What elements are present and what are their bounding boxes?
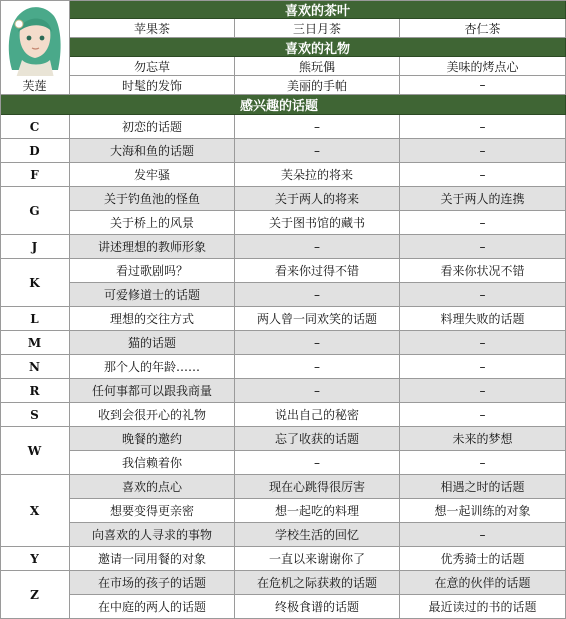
- topic-letter: D: [0, 139, 70, 163]
- gift-item: 美味的烤点心: [400, 57, 566, 76]
- gift-item: 时髦的发饰: [70, 76, 235, 95]
- topic-cell: –: [400, 115, 566, 139]
- topic-letter: R: [0, 379, 70, 403]
- topic-letter: G: [0, 187, 70, 235]
- topic-cell: –: [400, 139, 566, 163]
- topic-cell: –: [235, 379, 400, 403]
- topic-cell: 讲述理想的教师形象: [70, 235, 235, 259]
- topic-cell: –: [235, 235, 400, 259]
- topic-cell: 想一起吃的料理: [235, 499, 400, 523]
- topic-cell: –: [400, 355, 566, 379]
- topic-cell: 我信赖着你: [70, 451, 235, 475]
- topic-cell: 看来你过得不错: [235, 259, 400, 283]
- topic-cell: 可爱修道士的话题: [70, 283, 235, 307]
- topic-cell: 一直以来谢谢你了: [235, 547, 400, 571]
- topic-cell: 学校生活的回忆: [235, 523, 400, 547]
- topic-cell: 终极食谱的话题: [235, 595, 400, 619]
- gifts-section-title: 喜欢的礼物: [70, 38, 566, 57]
- topic-letter: W: [0, 427, 70, 475]
- topic-cell: –: [400, 235, 566, 259]
- topic-letter: C: [0, 115, 70, 139]
- tea-section-title: 喜欢的茶叶: [70, 0, 566, 19]
- topic-cell: 关于两人的将来: [235, 187, 400, 211]
- topic-cell: 收到会很开心的礼物: [70, 403, 235, 427]
- topic-cell: 两人曾一同欢笑的话题: [235, 307, 400, 331]
- topic-cell: 关于两人的连携: [400, 187, 566, 211]
- gift-item: 勿忘草: [70, 57, 235, 76]
- topic-letter: F: [0, 163, 70, 187]
- topic-letter: S: [0, 403, 70, 427]
- topic-cell: –: [235, 355, 400, 379]
- topic-cell: 料理失败的话题: [400, 307, 566, 331]
- topic-cell: 最近读过的书的话题: [400, 595, 566, 619]
- topics-section-title: 感兴趣的话题: [0, 95, 566, 115]
- topic-cell: –: [235, 139, 400, 163]
- topic-letter: M: [0, 331, 70, 355]
- tea-item: 苹果茶: [70, 19, 235, 38]
- topic-cell: 向喜欢的人寻求的事物: [70, 523, 235, 547]
- topic-cell: –: [400, 379, 566, 403]
- topic-cell: 想要变得更亲密: [70, 499, 235, 523]
- topic-letter: Y: [0, 547, 70, 571]
- topic-cell: 那个人的年龄……: [70, 355, 235, 379]
- topic-cell: 理想的交往方式: [70, 307, 235, 331]
- topic-cell: 在危机之际获救的话题: [235, 571, 400, 595]
- gift-item: 熊玩偶: [235, 57, 400, 76]
- topic-cell: 关于钓鱼池的怪鱼: [70, 187, 235, 211]
- topic-cell: 任何事都可以跟我商量: [70, 379, 235, 403]
- topic-cell: –: [235, 115, 400, 139]
- topic-cell: 关于桥上的风景: [70, 211, 235, 235]
- topic-cell: 喜欢的点心: [70, 475, 235, 499]
- topic-letter: X: [0, 475, 70, 547]
- topic-letter: Z: [0, 571, 70, 619]
- topic-cell: –: [235, 283, 400, 307]
- topic-cell: 看过歌剧吗？: [70, 259, 235, 283]
- topic-cell: –: [400, 523, 566, 547]
- gift-item: 美丽的手帕: [235, 76, 400, 95]
- topic-cell: 大海和鱼的话题: [70, 139, 235, 163]
- topic-cell: 发牢骚: [70, 163, 235, 187]
- topic-cell: –: [400, 331, 566, 355]
- topic-cell: –: [400, 451, 566, 475]
- topic-cell: 芙朵拉的将来: [235, 163, 400, 187]
- topic-cell: 在市场的孩子的话题: [70, 571, 235, 595]
- topic-cell: 关于图书馆的藏书: [235, 211, 400, 235]
- topic-cell: 未来的梦想: [400, 427, 566, 451]
- topic-cell: –: [235, 331, 400, 355]
- topic-cell: 想一起训练的对象: [400, 499, 566, 523]
- topic-cell: –: [235, 451, 400, 475]
- topic-cell: 晚餐的邀约: [70, 427, 235, 451]
- character-name: 芙莲: [0, 76, 70, 95]
- topic-cell: 现在心跳得很厉害: [235, 475, 400, 499]
- topic-cell: 在意的伙伴的话题: [400, 571, 566, 595]
- topic-cell: –: [400, 211, 566, 235]
- topic-cell: 忘了收获的话题: [235, 427, 400, 451]
- topic-letter: N: [0, 355, 70, 379]
- topic-cell: 猫的话题: [70, 331, 235, 355]
- topic-cell: 邀请一同用餐的对象: [70, 547, 235, 571]
- topic-letter: J: [0, 235, 70, 259]
- topic-letter: L: [0, 307, 70, 331]
- tea-item: 杏仁茶: [400, 19, 566, 38]
- character-portrait-image: [0, 0, 69, 78]
- topic-cell: 相遇之时的话题: [400, 475, 566, 499]
- topic-cell: 初恋的话题: [70, 115, 235, 139]
- topic-cell: 在中庭的两人的话题: [70, 595, 235, 619]
- tea-item: 三日月茶: [235, 19, 400, 38]
- topic-letter: K: [0, 259, 70, 307]
- topic-cell: –: [400, 283, 566, 307]
- topic-cell: 优秀骑士的话题: [400, 547, 566, 571]
- topic-cell: –: [400, 403, 566, 427]
- topic-cell: 说出自己的秘密: [235, 403, 400, 427]
- gift-item: –: [400, 76, 566, 95]
- topic-cell: 看来你状况不错: [400, 259, 566, 283]
- topic-cell: –: [400, 163, 566, 187]
